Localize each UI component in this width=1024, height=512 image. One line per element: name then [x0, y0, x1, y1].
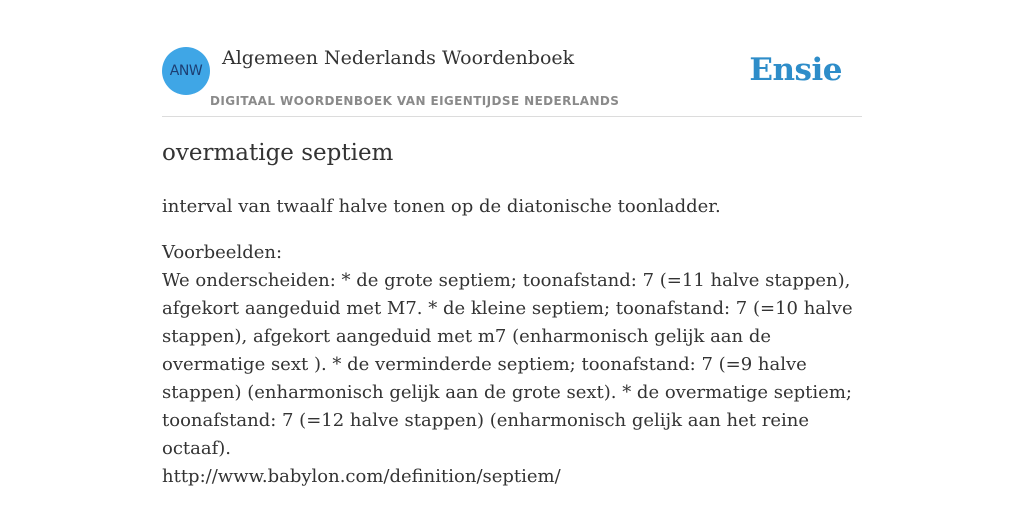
entry-definition: interval van twaalf halve tonen op de diatonische toonladder.: [162, 196, 721, 217]
site-header: [162, 47, 862, 117]
source-url: http://www.babylon.com/definition/septiem/: [162, 466, 561, 487]
anw-logo[interactable]: [162, 47, 210, 95]
examples-label: Voorbeelden:: [162, 242, 283, 263]
site-subtitle: DIGITAAL WOORDENBOEK VAN EIGENTIJDSE NEDERLANDS: [210, 94, 620, 108]
entry-title: overmatige septiem: [162, 140, 394, 166]
examples-text: We onderscheiden: * de grote septiem; toonafstand: 7 (=11 halve stappen), afgekort aangeduid met M7. * de kleine septiem; toonafstand: 7 (=10 halve stappen), afgekort aangeduid met m7 (enharmonisch gelijk aan de overmatige sext ). * de verminderde septiem; toonafstand: 7 (=9 halve stappen) (enharmonisch gelijk aan de grote sext). * de overmatige septiem; toonafstand: 7 (=12 halve stappen) (enharmonisch gelijk aan het reine octaaf).: [162, 270, 853, 459]
ensie-brand-logo[interactable]: Ensie: [749, 52, 842, 88]
entry-examples: [162, 239, 862, 491]
logo-text: ANW: [169, 63, 203, 79]
site-title[interactable]: Algemeen Nederlands Woordenboek: [222, 47, 575, 69]
